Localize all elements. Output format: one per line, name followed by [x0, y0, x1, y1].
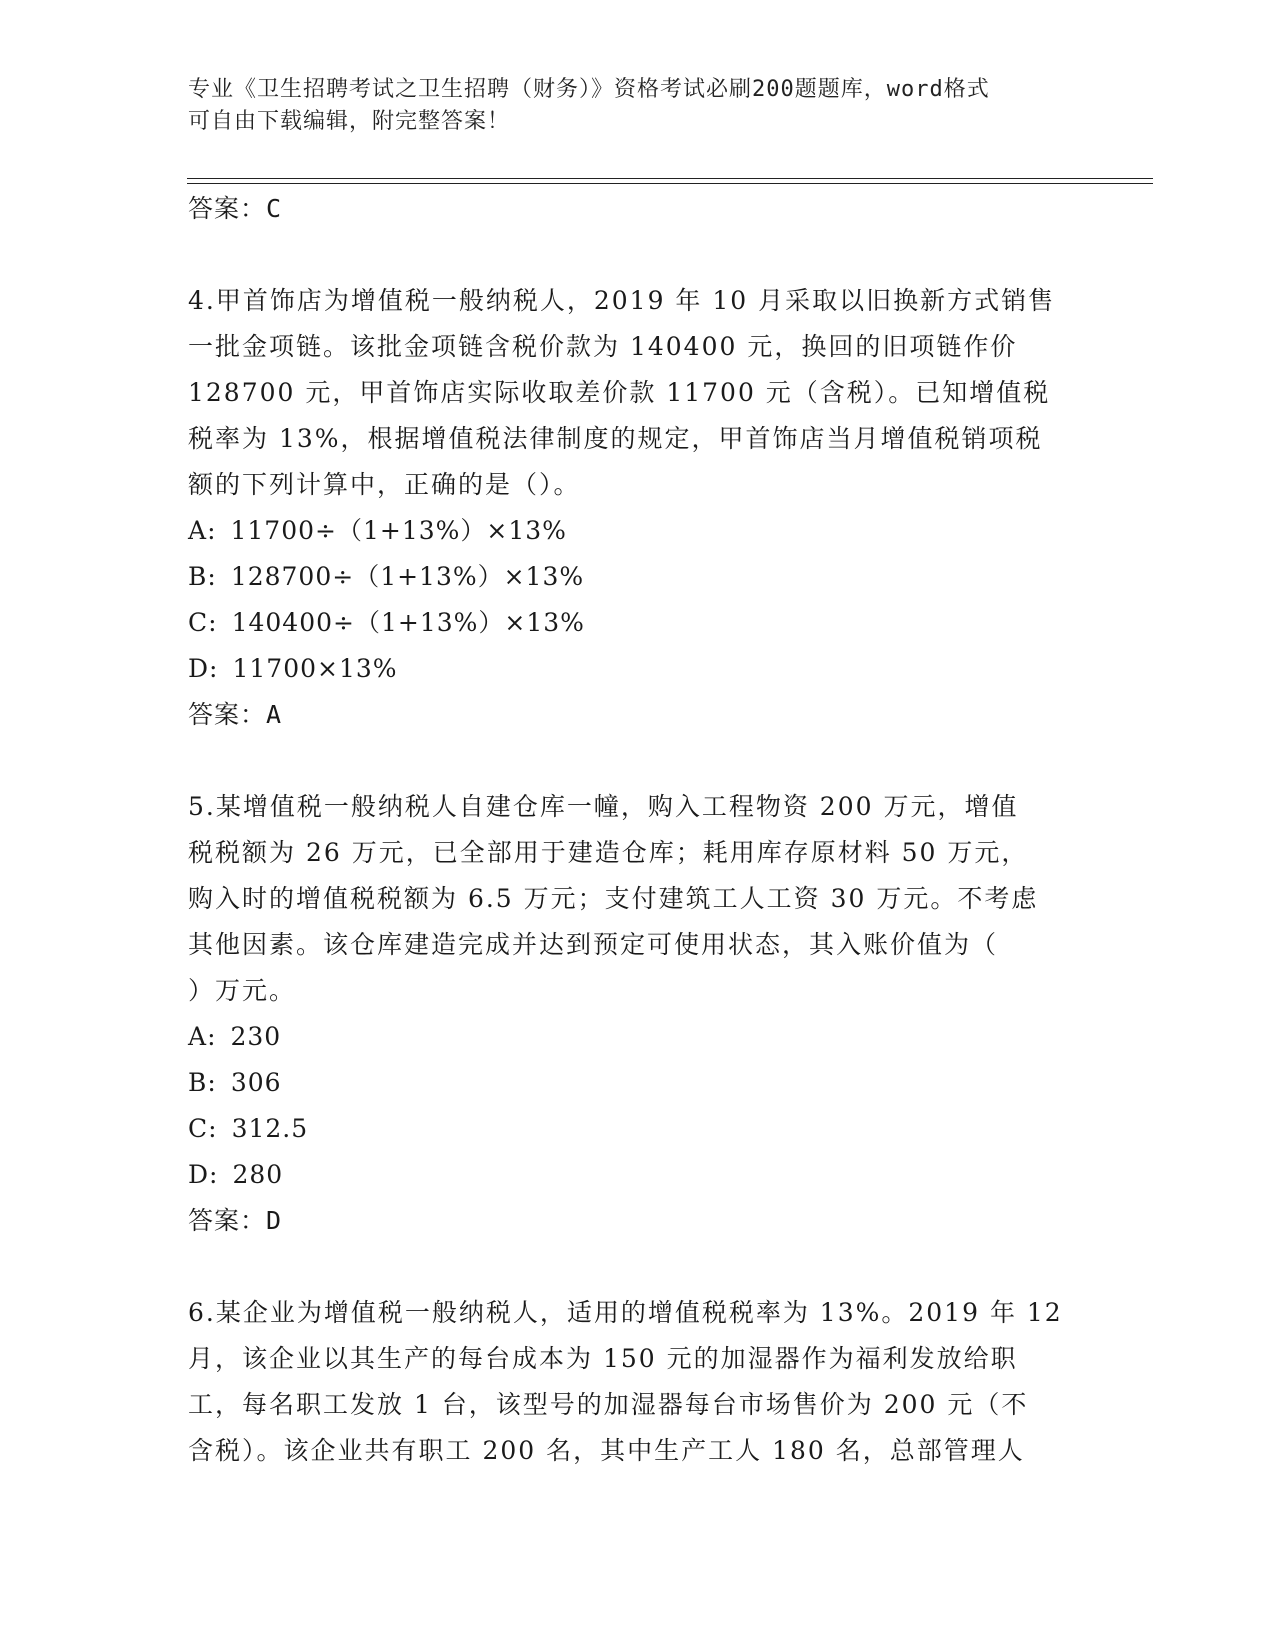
option-separator: : [209, 1160, 219, 1189]
option-c [188, 1106, 1088, 1152]
option-d [188, 646, 1088, 692]
answer-label: 答案： [188, 1206, 267, 1235]
answer-value: A [266, 700, 283, 729]
question-text-line: 税率为 13%，根据增值税法律制度的规定，甲首饰店当月增值税销项税 [188, 424, 1043, 453]
option-letter: B [188, 562, 208, 591]
header-line-1: 专业《卫生招聘考试之卫生招聘（财务）》资格考试必刷200题题库，word格式 [188, 77, 990, 102]
question-text-line: 4.甲首饰店为增值税一般纳税人，2019 年 10 月采取以旧换新方式销售 [188, 286, 1056, 315]
question-text-line: 含税）。该企业共有职工 200 名，其中生产工人 180 名，总部管理人 [188, 1436, 1025, 1465]
option-text: 11700×13% [232, 654, 398, 683]
option-text: 312.5 [231, 1114, 309, 1143]
option-text: 140400÷（1+13%）×13% [231, 608, 585, 637]
option-separator: : [209, 654, 219, 683]
question-text-line: 一批金项链。该批金项链含税价款为 140400 元，换回的旧项链作价 [188, 332, 1018, 361]
question-text-line: 购入时的增值税税额为 6.5 万元；支付建筑工人工资 30 万元。不考虑 [188, 884, 1039, 913]
question-text-line: 月，该企业以其生产的每台成本为 150 元的加湿器作为福利发放给职 [188, 1344, 1018, 1373]
option-separator: : [207, 1068, 217, 1097]
option-letter: C [188, 1114, 209, 1143]
option-letter: C [188, 608, 209, 637]
option-letter: A [188, 516, 208, 545]
option-b [188, 554, 1088, 600]
answer-label: 答案： [188, 194, 267, 223]
answer-value: D [266, 1206, 283, 1235]
spacer [188, 232, 1088, 278]
option-letter: A [188, 1022, 208, 1051]
option-text: 280 [232, 1160, 284, 1189]
option-text: 306 [230, 1068, 282, 1097]
header-divider-top [187, 178, 1153, 179]
answer-line [188, 1198, 1088, 1244]
option-letter: B [188, 1068, 208, 1097]
question-text-line: 5.某增值税一般纳税人自建仓库一幢，购入工程物资 200 万元，增值 [188, 792, 1019, 821]
option-text: 128700÷（1+13%）×13% [230, 562, 585, 591]
spacer [188, 738, 1088, 784]
question-text-line: 其他因素。该仓库建造完成并达到预定可使用状态，其入账价值为（ [188, 930, 999, 959]
option-d [188, 1152, 1088, 1198]
spacer [188, 1244, 1088, 1290]
answer-line [188, 186, 1088, 232]
option-separator: : [207, 1022, 217, 1051]
question-text-line: 税税额为 26 万元，已全部用于建造仓库；耗用库存原材料 50 万元， [188, 838, 1029, 867]
question-text-line: ）万元。 [188, 976, 297, 1005]
question-4 [188, 278, 1088, 738]
option-separator: : [207, 516, 217, 545]
option-c [188, 600, 1088, 646]
question-text-line: 工，每名职工发放 1 台，该型号的加湿器每台市场售价为 200 元（不 [188, 1390, 1029, 1419]
option-a [188, 1014, 1088, 1060]
question-5 [188, 784, 1088, 1244]
option-separator: : [208, 1114, 218, 1143]
option-letter: D [188, 1160, 210, 1189]
option-letter: D [188, 654, 210, 683]
answer-value: C [266, 194, 283, 223]
page-header [188, 74, 1088, 138]
answer-label: 答案： [188, 700, 267, 729]
header-divider-bottom [187, 183, 1153, 184]
option-text: 11700÷（1+13%）×13% [230, 516, 567, 545]
option-separator: : [208, 608, 218, 637]
option-text: 230 [230, 1022, 282, 1051]
option-b [188, 1060, 1088, 1106]
question-6 [188, 1290, 1088, 1474]
question-content [188, 186, 1088, 1474]
option-a [188, 508, 1088, 554]
question-text-line: 6.某企业为增值税一般纳税人，适用的增值税税率为 13%。2019 年 12 [188, 1298, 1063, 1327]
question-text-line: 128700 元，甲首饰店实际收取差价款 11700 元（含税）。已知增值税 [188, 378, 1051, 407]
question-text-line: 额的下列计算中，正确的是（）。 [188, 470, 581, 499]
header-line-2: 可自由下载编辑，附完整答案！ [188, 109, 511, 134]
answer-line [188, 692, 1088, 738]
option-separator: : [207, 562, 217, 591]
